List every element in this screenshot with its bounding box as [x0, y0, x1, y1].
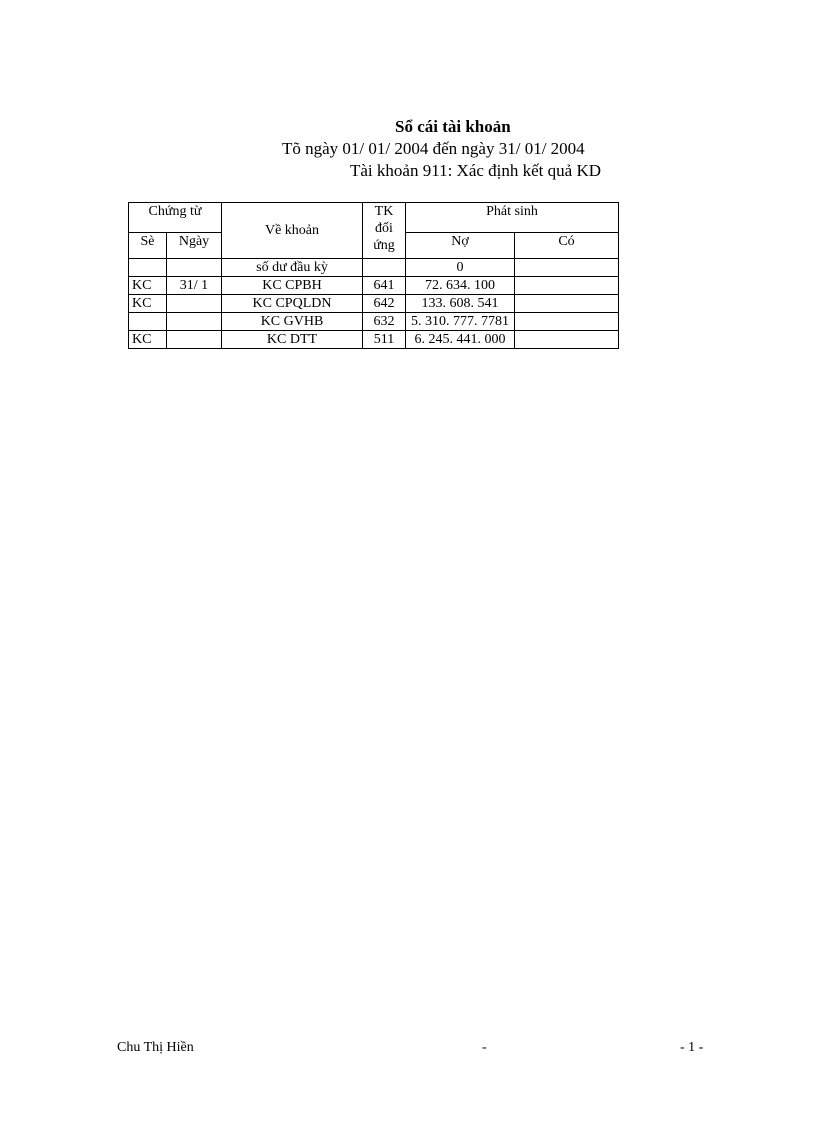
- header-chung-tu: Chứng từ: [129, 203, 222, 233]
- header-tk-line2: đối: [375, 221, 393, 236]
- header-tk-line1: TK: [374, 204, 394, 219]
- header-row-top: [129, 203, 619, 233]
- document-period: Tõ ngày 01/ 01/ 2004 đến ngày 31/ 01/ 2004: [282, 139, 585, 158]
- cell-ngay: 31/ 1: [167, 277, 222, 295]
- ledger-table: [128, 202, 619, 349]
- cell-co: [515, 259, 619, 277]
- header-co: Có: [515, 233, 619, 259]
- cell-ngay: [167, 313, 222, 331]
- cell-no: 72. 634. 100: [406, 277, 515, 295]
- header-ve-khoan: Về khoản: [222, 203, 363, 259]
- cell-co: [515, 313, 619, 331]
- cell-se: KC: [129, 295, 167, 313]
- header-se: Sè: [129, 233, 167, 259]
- cell-no: 6. 245. 441. 000: [406, 331, 515, 349]
- cell-se: KC: [129, 331, 167, 349]
- cell-ve-khoan: KC CPBH: [222, 277, 363, 295]
- cell-tk: 642: [363, 295, 406, 313]
- footer-page-number: - 1 -: [680, 1040, 704, 1055]
- document-account: Tài khoản 911: Xác định kết quả KD: [350, 161, 601, 180]
- cell-se: [129, 259, 167, 277]
- cell-tk: 632: [363, 313, 406, 331]
- cell-ngay: [167, 331, 222, 349]
- cell-se: KC: [129, 277, 167, 295]
- cell-co: [515, 277, 619, 295]
- cell-co: [515, 295, 619, 313]
- cell-no: 0: [406, 259, 515, 277]
- cell-ve-khoan: số dư đầu kỳ: [222, 259, 363, 277]
- cell-ve-khoan: KC DTT: [222, 331, 363, 349]
- table-row: [129, 295, 619, 313]
- footer-center: -: [482, 1040, 487, 1055]
- cell-tk: 511: [363, 331, 406, 349]
- cell-no: 5. 310. 777. 7781: [406, 313, 515, 331]
- cell-co: [515, 331, 619, 349]
- document-title: Sổ cái tài khoản: [395, 117, 511, 136]
- table-row: [129, 313, 619, 331]
- cell-se: [129, 313, 167, 331]
- cell-no: 133. 608. 541: [406, 295, 515, 313]
- cell-ve-khoan: KC CPQLDN: [222, 295, 363, 313]
- table-row: [129, 331, 619, 349]
- header-tk-line3: ứng: [373, 238, 395, 253]
- header-ngay: Ngày: [167, 233, 222, 259]
- header-no: Nợ: [406, 233, 515, 259]
- cell-ngay: [167, 295, 222, 313]
- cell-tk: [363, 259, 406, 277]
- cell-ve-khoan: KC GVHB: [222, 313, 363, 331]
- cell-ngay: [167, 259, 222, 277]
- cell-tk: 641: [363, 277, 406, 295]
- table-row: [129, 259, 619, 277]
- header-phat-sinh: Phát sinh: [406, 203, 619, 233]
- table-row: [129, 277, 619, 295]
- footer-author: Chu Thị Hiền: [117, 1040, 194, 1055]
- header-tk-doi-ung: [363, 203, 406, 259]
